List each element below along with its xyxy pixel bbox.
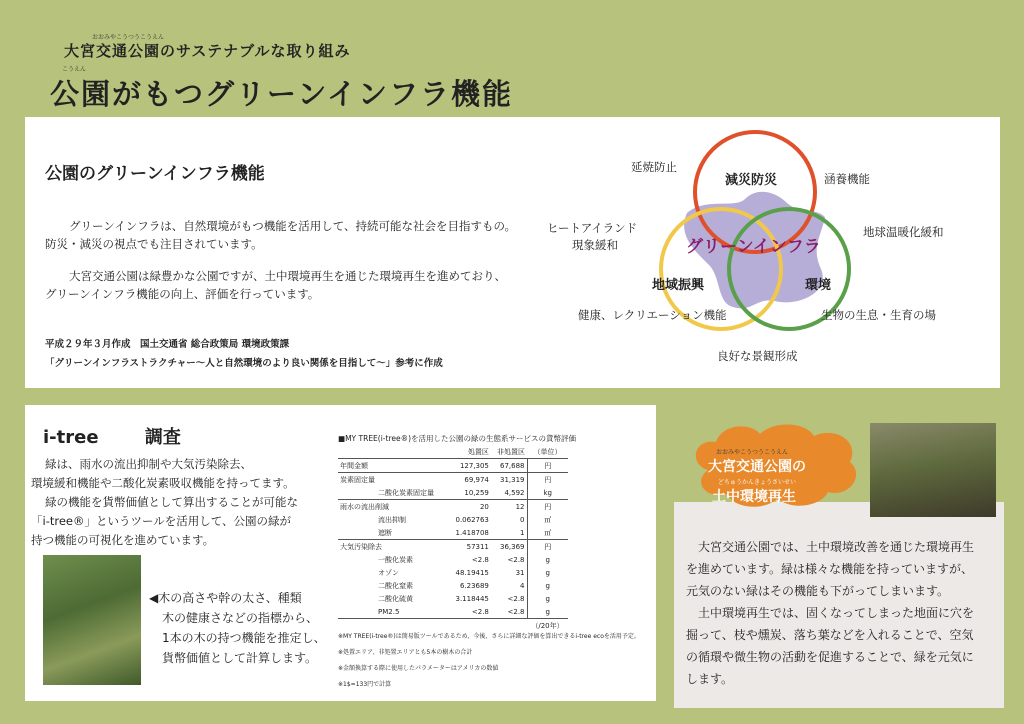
table-cell: g xyxy=(527,592,568,605)
title-ruby: こうえん xyxy=(62,66,87,73)
caption-line: 貨幣価値として計算します。 xyxy=(162,651,318,665)
table-header-cell: （単位） xyxy=(527,445,568,459)
table-cell: 4,592 xyxy=(504,488,525,497)
page-title: 公園がもつグリーンインフラ機能 xyxy=(50,77,513,111)
soil-heading-2: 土中環境再生 xyxy=(712,489,796,505)
itree-para2-line: 緑の機能を貨幣価値として算出することが可能な xyxy=(45,495,298,509)
table-header-cell: 処置区 xyxy=(449,445,491,459)
table-row xyxy=(338,473,568,487)
circle-label-disaster: 減災防災 xyxy=(725,173,778,188)
circle-label-region: 地域振興 xyxy=(652,278,705,293)
table-note: ※1$=133円で計算 xyxy=(338,681,392,688)
table-cell: 大気汚染除去 xyxy=(338,540,449,554)
table-cell: 20 xyxy=(449,500,491,514)
subtitle-ruby: おおみやこうつうこうえん xyxy=(92,34,165,41)
soil-para2-line: 掘って、枝や燻炭、落ち葉などを入れることで、空気 xyxy=(686,628,974,642)
table-cell: 一酸化炭素 xyxy=(378,555,413,564)
table-cell: 円 xyxy=(527,459,568,473)
table-row xyxy=(338,513,568,526)
itree-para1-line: 緑は、雨水の流出抑制や大気汚染除去、 xyxy=(45,457,252,471)
soil-para1-line: を進めています。緑は様々な機能を持っていますが、 xyxy=(686,562,974,576)
table-note: ※金額換算する際に使用したパラメーターはアメリカの数値 xyxy=(338,665,499,672)
table-cell: 69,974 xyxy=(449,473,491,487)
table-note: ※処置エリア、非処置エリアとも5本の樹木の合計 xyxy=(338,649,473,656)
tree-measurement-photo xyxy=(43,555,141,685)
table-cell: 二酸化硫黄 xyxy=(378,594,413,603)
soil-para2-line: の循環や微生物の活動を促進することで、緑を元気に xyxy=(686,650,974,664)
label-global-warming: 地球温暖化緩和 xyxy=(863,225,944,239)
infra-para1-line: グリーンインフラは、自然環境がもつ機能を活用して、持続可能な社会を目指すもの。 xyxy=(69,219,517,233)
label-heat-island: ヒートアイランド xyxy=(547,221,638,235)
table-cell: 0.062763 xyxy=(455,515,489,524)
itree-paragraph-1 xyxy=(31,455,295,493)
table-period: （/20年） xyxy=(527,619,568,633)
table-row xyxy=(338,553,568,566)
circle-label-environment: 環境 xyxy=(805,278,832,293)
table-note: ※MY TREE(i-tree®)は簡易版ツールであるため、今後、さらに詳細な評価を算出できるi-tree ecoを活用予定。 xyxy=(338,633,640,640)
table-cell: <2.8 xyxy=(471,607,489,616)
table-cell: g xyxy=(527,579,568,592)
center-label: グリーンインフラ xyxy=(686,237,821,257)
table-row xyxy=(338,500,568,514)
table-header-cell: 非処置区 xyxy=(491,445,527,459)
caption-line: 木の健康さなどの指標から、 xyxy=(162,611,319,625)
table-cell: 遮断 xyxy=(378,528,392,537)
infra-para2-line: グリーンインフラ機能の向上、評価を行っています。 xyxy=(45,287,320,301)
table-cell: <2.8 xyxy=(507,607,525,616)
table-title: ■MY TREE(i-tree®)を活用した公園の緑の生態系サービスの貨幣評価 xyxy=(338,434,577,443)
page-subtitle: 大宮交通公園のサステナブルな取り組み xyxy=(64,42,351,60)
table-cell: 雨水の流出削減 xyxy=(338,500,449,514)
caption-line: ◀木の高さや幹の太さ、種類 xyxy=(149,591,302,605)
label-fire-prevention: 延焼防止 xyxy=(631,160,677,174)
soil-work-photo xyxy=(870,423,996,517)
label-heat-island-2: 現象緩和 xyxy=(572,238,618,252)
table-row xyxy=(338,459,568,473)
table-cell: <2.8 xyxy=(507,555,525,564)
table-cell: 円 xyxy=(527,473,568,487)
table-cell: 6.23689 xyxy=(459,581,489,590)
infra-heading: 公園のグリーンインフラ機能 xyxy=(45,164,265,184)
soil-heading-1: 大宮交通公園の xyxy=(708,459,806,475)
table-row xyxy=(338,579,568,592)
table-cell: 67,688 xyxy=(491,459,527,473)
table-cell: <2.8 xyxy=(471,555,489,564)
table-cell: 12 xyxy=(491,500,527,514)
table-cell: g xyxy=(527,605,568,619)
label-habitat: 生物の生息・生育の場 xyxy=(821,308,936,322)
itree-panel xyxy=(25,405,656,701)
table-cell: 流出抑制 xyxy=(378,515,406,524)
label-health-recreation: 健康、レクリエーション機能 xyxy=(578,308,727,322)
table-cell: 円 xyxy=(527,500,568,514)
table-row xyxy=(338,540,568,554)
itree-heading-survey: 調査 xyxy=(144,427,181,448)
table-cell: 1.418708 xyxy=(455,528,489,537)
photo-caption xyxy=(149,588,326,668)
table-cell: 炭素固定量 xyxy=(338,473,449,487)
soil-heading-ruby-1: おおみやこうつうこうえん xyxy=(716,449,789,456)
table-cell: ㎥ xyxy=(527,526,568,540)
table-cell: 127,305 xyxy=(449,459,491,473)
table-row xyxy=(338,605,568,619)
table-cell: 4 xyxy=(520,581,525,590)
table-cell: 1 xyxy=(520,528,525,537)
soil-regeneration-panel xyxy=(674,502,1004,708)
soil-paragraph-1 xyxy=(686,536,986,602)
table-cell: 31,319 xyxy=(491,473,527,487)
table-cell: 年間金額 xyxy=(338,459,449,473)
infra-paragraph-2 xyxy=(45,267,545,303)
infra-paragraph-1 xyxy=(45,217,545,253)
caption-line: 1本の木の持つ機能を推定し、 xyxy=(162,631,326,645)
table-header-cell xyxy=(338,445,449,459)
infra-para1-line: 防災・減災の視点でも注目されています。 xyxy=(45,237,263,251)
table-cell: 48.19415 xyxy=(455,568,489,577)
table-period-row xyxy=(338,619,568,633)
itree-heading-name: i-tree xyxy=(43,427,99,448)
itree-para2-line: 持つ機能の可視化を進めています。 xyxy=(31,533,215,547)
soil-heading-ruby-2: どちゅうかんきょうさいせい xyxy=(718,479,797,486)
source-note: 平成２９年３月作成 国土交通省 総合政策局 環境政策課 xyxy=(45,339,290,350)
green-infra-panel xyxy=(25,117,1000,388)
table-cell: 36,369 xyxy=(491,540,527,554)
table-cell: ㎥ xyxy=(527,513,568,526)
itree-heading xyxy=(43,423,181,449)
source-title-note: 「グリーンインフラストラクチャー～人と自然環境のより良い関係を目指して～」参考に作成 xyxy=(45,358,443,369)
table-cell: 二酸化炭素固定量 xyxy=(378,488,434,497)
table-cell: g xyxy=(527,553,568,566)
table-cell: 10,259 xyxy=(464,488,489,497)
soil-paragraph-2 xyxy=(686,602,986,690)
label-water-recharge: 涵養機能 xyxy=(824,172,870,186)
table-cell: kg xyxy=(527,486,568,500)
itree-para1-line: 環境緩和機能や二酸化炭素吸収機能を持ってます。 xyxy=(31,476,295,490)
valuation-table xyxy=(338,445,568,632)
label-landscape: 良好な景観形成 xyxy=(717,349,798,363)
table-cell: <2.8 xyxy=(507,594,525,603)
soil-para2-line: します。 xyxy=(686,672,734,686)
soil-para1-line: 大宮交通公園では、土中環境改善を通じた環境再生 xyxy=(698,540,975,554)
table-cell: PM2.5 xyxy=(378,607,400,616)
table-cell: g xyxy=(527,566,568,579)
table-header-row xyxy=(338,445,568,459)
soil-para2-line: 土中環境再生では、固くなってしまった地面に穴を xyxy=(698,606,975,620)
infra-para2-line: 大宮交通公園は緑豊かな公園ですが、土中環境再生を通じた環境再生を進めており、 xyxy=(69,269,506,283)
itree-para2-line: 「i-tree®」というツールを活用して、公園の緑が xyxy=(31,514,292,528)
table-cell: オゾン xyxy=(378,568,399,577)
table-row xyxy=(338,566,568,579)
table-cell: 円 xyxy=(527,540,568,554)
table-row xyxy=(338,526,568,540)
table-cell: 二酸化窒素 xyxy=(378,581,413,590)
table-cell: 31 xyxy=(515,568,525,577)
table-row xyxy=(338,486,568,500)
soil-para1-line: 元気のない緑はその機能も下がってしまいます。 xyxy=(686,584,950,598)
table-cell: 3.118445 xyxy=(455,594,489,603)
itree-paragraph-2 xyxy=(31,493,298,550)
table-row xyxy=(338,592,568,605)
table-cell: 0 xyxy=(520,515,525,524)
table-cell: 57311 xyxy=(449,540,491,554)
